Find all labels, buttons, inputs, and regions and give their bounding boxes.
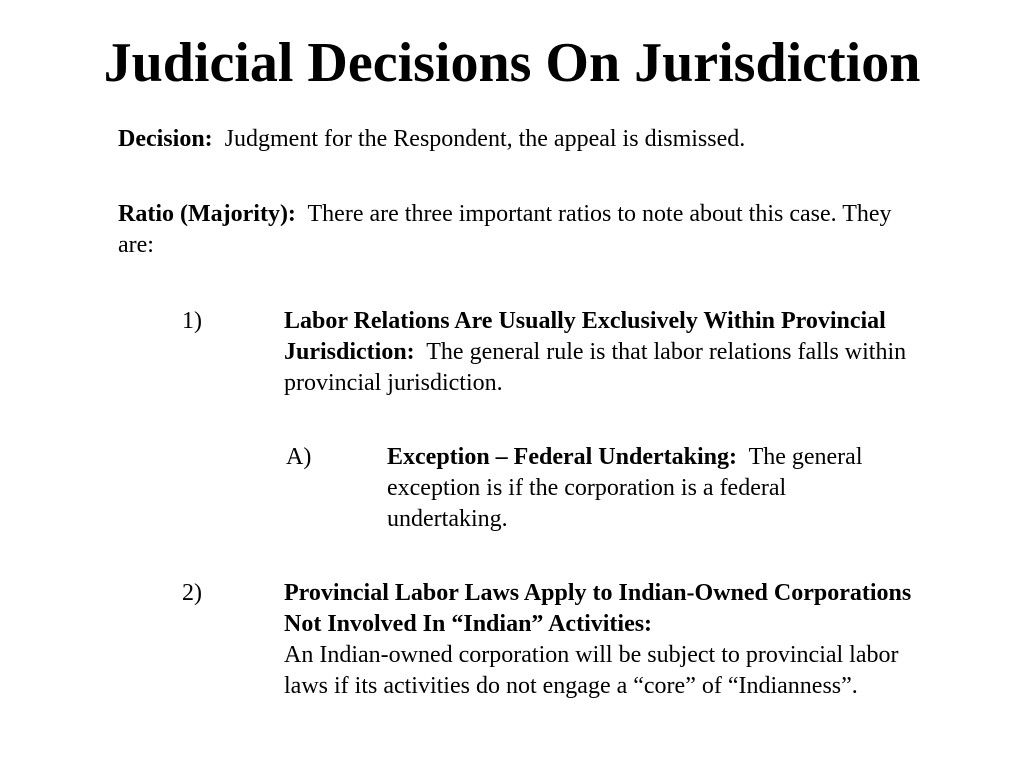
item-2-heading: Provincial Labor Laws Apply to Indian-Owned Corporations Not Involved In “Indian” Activities: [284,580,912,637]
subitem-a-text: The general exception is if the corporation is a federal undertaking. [387,444,863,532]
item-2-marker: 2) [182,580,202,606]
item-1-heading: Labor Relations Are Usually Exclusively Within Provincial Jurisdiction: [284,308,886,365]
item-2-text: An Indian-owned corporation will be subject to provincial labor laws if its activities do not engage a “core” of “Indianness”. [284,642,899,699]
subitem-a-marker: A) [286,444,312,470]
subitem-a-heading: Exception – Federal Undertaking: [387,444,737,470]
ratio-text: There are three important ratios to note about this case. They are: [118,201,892,258]
ratio-label: Ratio (Majority): [118,201,296,227]
decision-label: Decision: [118,126,213,152]
item-1-marker: 1) [182,308,202,334]
ratio-paragraph [118,199,918,261]
item-1-paragraph [284,306,924,399]
decision-paragraph [118,124,918,155]
subitem-a-paragraph [387,442,887,535]
item-2-paragraph [284,578,924,702]
item-1-text: The general rule is that labor relations falls within provincial jurisdiction. [284,339,907,396]
decision-text: Judgment for the Respondent, the appeal is dismissed. [224,126,746,152]
slide-title: Judicial Decisions On Jurisdiction [103,32,921,94]
